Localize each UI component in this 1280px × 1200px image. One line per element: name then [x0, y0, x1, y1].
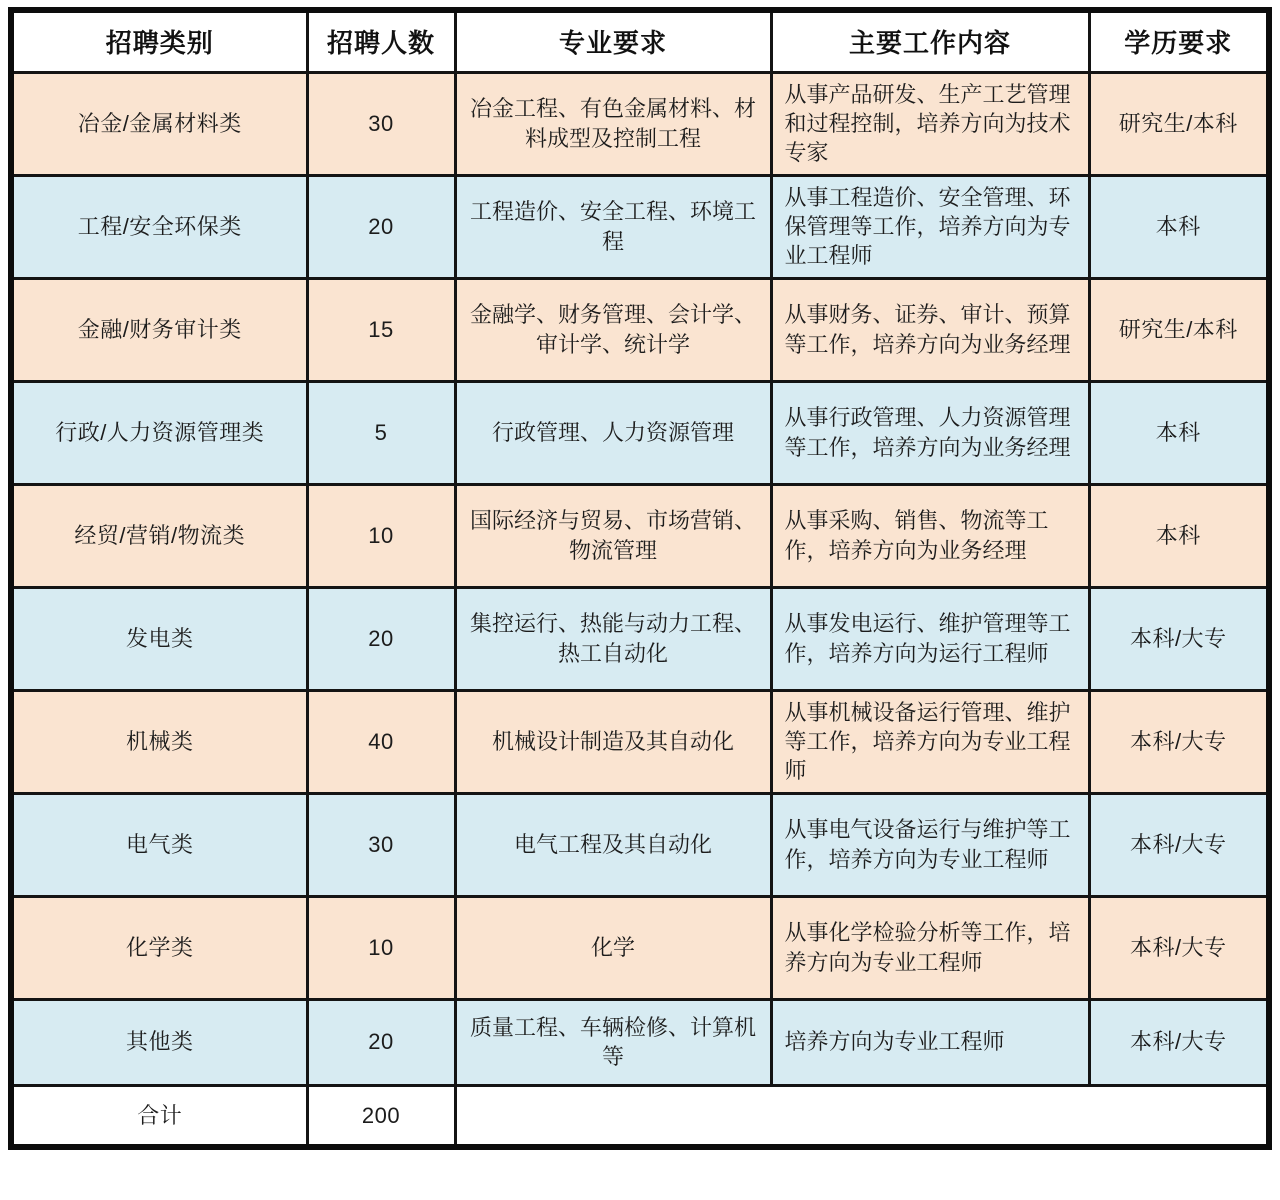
cell-category: 化学类 [11, 896, 307, 999]
cell-headcount: 40 [307, 690, 455, 793]
cell-duties: 从事行政管理、人力资源管理等工作，培养方向为业务经理 [771, 381, 1089, 484]
cell-duties: 从事发电运行、维护管理等工作，培养方向为运行工程师 [771, 587, 1089, 690]
cell-education: 本科 [1089, 175, 1269, 278]
cell-major: 电气工程及其自动化 [455, 793, 771, 896]
cell-headcount: 15 [307, 278, 455, 381]
cell-headcount: 10 [307, 896, 455, 999]
cell-education: 研究生/本科 [1089, 278, 1269, 381]
column-header-major: 专业要求 [455, 10, 771, 72]
column-header-duties: 主要工作内容 [771, 10, 1089, 72]
table-row [11, 896, 1269, 999]
cell-major: 集控运行、热能与动力工程、热工自动化 [455, 587, 771, 690]
cell-major: 国际经济与贸易、市场营销、物流管理 [455, 484, 771, 587]
cell-education: 本科/大专 [1089, 690, 1269, 793]
column-header-headcount: 招聘人数 [307, 10, 455, 72]
cell-category: 经贸/营销/物流类 [11, 484, 307, 587]
cell-category: 冶金/金属材料类 [11, 72, 307, 175]
cell-category: 发电类 [11, 587, 307, 690]
table-row [11, 72, 1269, 175]
cell-headcount: 20 [307, 587, 455, 690]
table-row [11, 175, 1269, 278]
cell-education: 本科 [1089, 381, 1269, 484]
cell-duties: 从事化学检验分析等工作，培养方向为专业工程师 [771, 896, 1089, 999]
cell-duties: 从事采购、销售、物流等工作，培养方向为业务经理 [771, 484, 1089, 587]
cell-major: 化学 [455, 896, 771, 999]
cell-category: 金融/财务审计类 [11, 278, 307, 381]
table-row [11, 999, 1269, 1085]
cell-duties: 从事工程造价、安全管理、环保管理等工作，培养方向为专业工程师 [771, 175, 1089, 278]
cell-category: 机械类 [11, 690, 307, 793]
table-row [11, 793, 1269, 896]
cell-major: 机械设计制造及其自动化 [455, 690, 771, 793]
column-header-education: 学历要求 [1089, 10, 1269, 72]
cell-duties: 从事电气设备运行与维护等工作，培养方向为专业工程师 [771, 793, 1089, 896]
cell-major: 行政管理、人力资源管理 [455, 381, 771, 484]
cell-major: 冶金工程、有色金属材料、材料成型及控制工程 [455, 72, 771, 175]
cell-headcount: 30 [307, 793, 455, 896]
cell-headcount: 30 [307, 72, 455, 175]
cell-headcount: 5 [307, 381, 455, 484]
table-row [11, 587, 1269, 690]
table-total-row [11, 1085, 1269, 1147]
cell-headcount: 20 [307, 999, 455, 1085]
cell-education: 本科/大专 [1089, 587, 1269, 690]
cell-education: 本科/大专 [1089, 793, 1269, 896]
cell-duties: 培养方向为专业工程师 [771, 999, 1089, 1085]
recruitment-table [8, 7, 1272, 1150]
total-headcount: 200 [307, 1085, 455, 1147]
cell-category: 工程/安全环保类 [11, 175, 307, 278]
cell-headcount: 10 [307, 484, 455, 587]
cell-duties: 从事机械设备运行管理、维护等工作，培养方向为专业工程师 [771, 690, 1089, 793]
cell-headcount: 20 [307, 175, 455, 278]
table-header-row [11, 10, 1269, 72]
cell-major: 质量工程、车辆检修、计算机等 [455, 999, 771, 1085]
cell-education: 研究生/本科 [1089, 72, 1269, 175]
total-label: 合计 [11, 1085, 307, 1147]
cell-category: 其他类 [11, 999, 307, 1085]
table-row [11, 690, 1269, 793]
cell-major: 工程造价、安全工程、环境工程 [455, 175, 771, 278]
cell-duties: 从事财务、证券、审计、预算等工作，培养方向为业务经理 [771, 278, 1089, 381]
table-row [11, 484, 1269, 587]
cell-major: 金融学、财务管理、会计学、审计学、统计学 [455, 278, 771, 381]
cell-category: 行政/人力资源管理类 [11, 381, 307, 484]
total-empty-cell [455, 1085, 1269, 1147]
cell-education: 本科 [1089, 484, 1269, 587]
cell-category: 电气类 [11, 793, 307, 896]
cell-duties: 从事产品研发、生产工艺管理和过程控制，培养方向为技术专家 [771, 72, 1089, 175]
table-row [11, 278, 1269, 381]
column-header-category: 招聘类别 [11, 10, 307, 72]
cell-education: 本科/大专 [1089, 896, 1269, 999]
table-row [11, 381, 1269, 484]
cell-education: 本科/大专 [1089, 999, 1269, 1085]
